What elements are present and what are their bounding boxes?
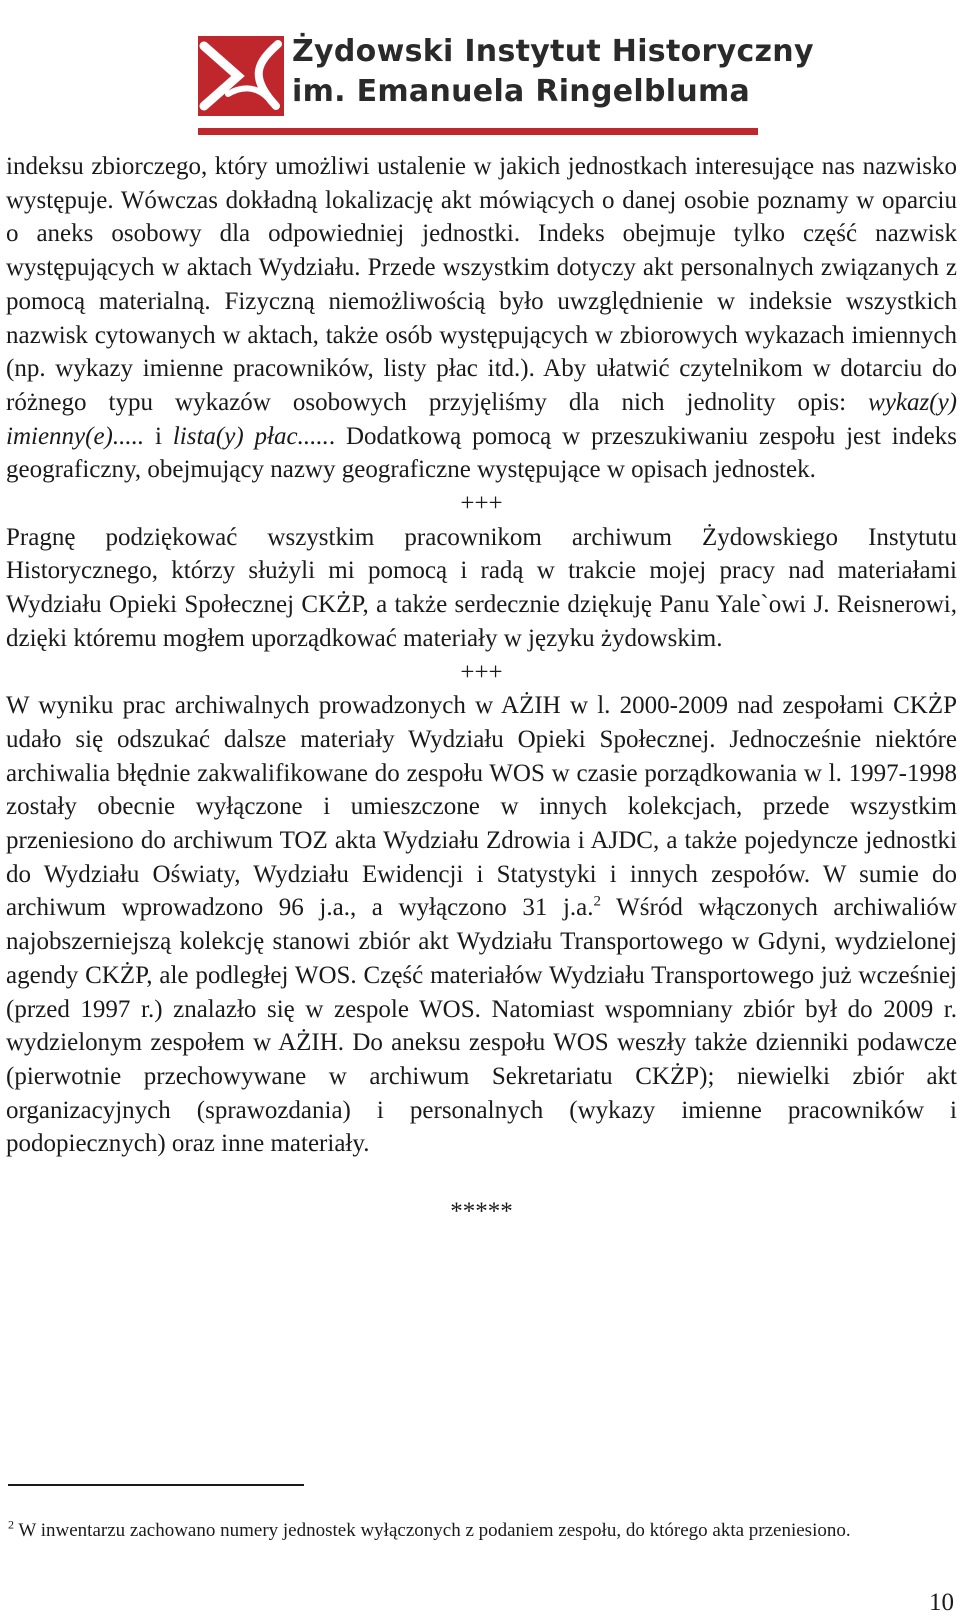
section-separator-1: +++ bbox=[460, 490, 503, 518]
body-text bbox=[6, 150, 957, 1229]
paragraph-thanks: Pragnę podziękować wszystkim pracownikom archiwum Żydowskiego Instytutu Historycznego, którzy służyli mi pomocą i radą w trakcie mojej pracy nad materiałami Wydziału Opieki Społecznej CKŻP, a także serdecznie dziękuję Panu Yale`owi J. Reisnerowi, dzięki któremu mogłem uporządkować materiały w języku żydowskim. bbox=[6, 523, 957, 652]
footnote bbox=[8, 1518, 948, 1544]
p1-italic-2: lista(y) płac..... bbox=[172, 422, 329, 450]
p1-text-a: indeksu zbiorczego, który umożliwi ustalenie w jakich jednostkach interesujące nas nazwisko występuje. Wówczas dokładną lokalizację akt mówiących o danej osobie poznamy w oparciu o aneks osobowy dla odpowiedniej jednostki. Indeks obejmuje tylko część nazwisk występujących w aktach Wydziału. Przede wszystkim dotyczy akt personalnych związanych z pomocą materialną. Fizyczną niemożliwością było uwzględnienie w indeksie wszystkich nazwisk cytowanych w aktach, także osób występujących w zbiorowych wykazach imiennych (np. wykazy imienne pracowników, listy płac itd.). Aby ułatwić czytelnikom w dotarciu do różnego typu wykazów osobowych przyjęliśmy dla nich jednolity opis: bbox=[6, 153, 957, 416]
footnote-number: 2 bbox=[8, 1517, 14, 1532]
zih-logo-icon bbox=[198, 36, 284, 116]
paragraph-index bbox=[6, 150, 957, 487]
footnote-text: W inwentarzu zachowano numery jednostek wyłączonych z podaniem zespołu, do którego akta przeniesiono. bbox=[14, 1520, 851, 1541]
institute-name bbox=[292, 32, 814, 112]
p1-italic-1: wykaz(y) imienny(e)..... bbox=[6, 388, 957, 450]
institute-name-line2: im. Emanuela Ringelbluma bbox=[292, 74, 751, 109]
p1-text-b: . Dodatkową pomocą w przeszukiwaniu zespołu jest indeks geograficzny, obejmujący nazwy geograficzne występujące w opisach jednostek. bbox=[6, 422, 957, 484]
section-separator-2: +++ bbox=[460, 658, 503, 686]
p1-text-mid: i bbox=[144, 422, 173, 450]
p3-text-a: W wyniku prac archiwalnych prowadzonych w AŻIH w l. 2000-2009 nad zespołami CKŻP udało się odszukać dalsze materiały Wydziału Opieki Społecznej. Jednocześnie niektóre archiwalia błędnie zakwalifikowane do zespołu WOS w czasie porządkowania w l. 1997-1998 zostały obecnie wyłączone i umieszczone w innych kolekcjach, przede wszystkim przeniesiono do archiwum TOZ akta Wydziału Zdrowia i AJDC, a także pojedyncze jednostki do Wydziału Oświaty, Wydziału Ewidencji i Statystyki i innych zespołów. W sumie do archiwum wprowadzono 96 j.a., a wyłączono 31 j.a. bbox=[6, 692, 957, 922]
closing-stars: ***** bbox=[450, 1198, 513, 1226]
p3-text-b: Wśród włączonych archiwaliów najobszerniejszą kolekcję stanowi zbiór akt Wydziału Transportowego w Gdyni, wydzielonej agendy CKŻP, ale podległej WOS. Część materiałów Wydziału Transportowego już wcześniej (przed 1997 r.) znalazło się w zespole WOS. Natomiast wspomniany zbiór był do 2009 r. wydzielonym zespołem w AŻIH. Do aneksu zespołu WOS weszły także dzienniki podawcze (pierwotnie przechowywane w archiwum Sekretariatu CKŻP); niewielki zbiór akt organizacyjnych (sprawozdania) i personalnych (wykazy imienne pracowników i podopiecznych) oraz inne materiały. bbox=[6, 894, 957, 1158]
footnote-ref[interactable]: 2 bbox=[593, 894, 602, 911]
footnote-rule bbox=[8, 1484, 304, 1486]
page-header bbox=[198, 28, 814, 120]
institute-name-line1: Żydowski Instytut Historyczny bbox=[292, 34, 814, 69]
paragraph-archival-work bbox=[6, 689, 957, 1161]
page-number: 10 bbox=[929, 1589, 954, 1616]
header-rule bbox=[198, 128, 758, 135]
